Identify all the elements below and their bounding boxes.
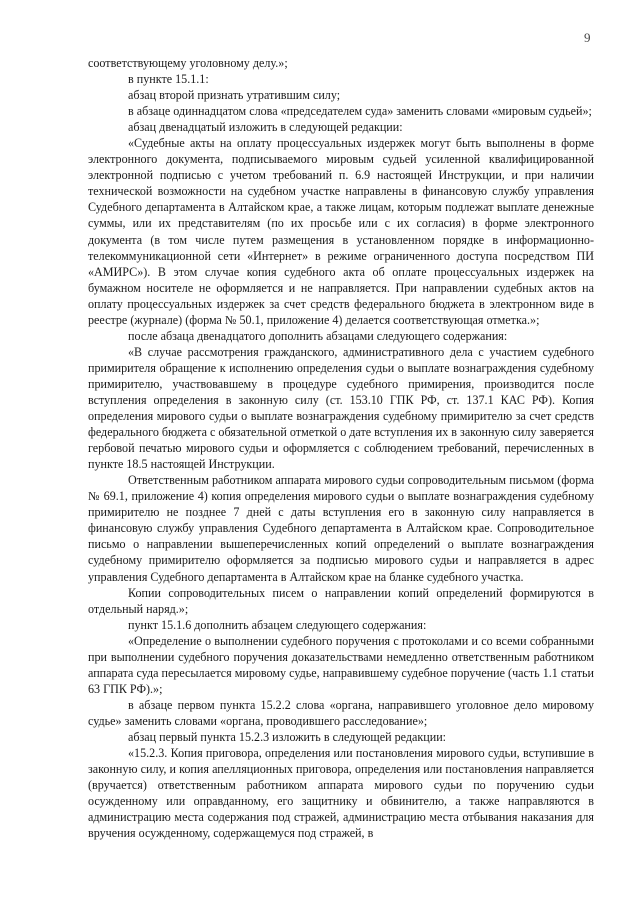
paragraph: Копии сопроводительных писем о направлении копий определений формируются в отдельный наряд.»; — [88, 585, 594, 616]
paragraph: «15.2.3. Копия приговора, определения или постановления мирового судьи, вступившие в законную силу, и копия апелляционных приговора, определения или постановления направляется (вручается) ответственным работником аппарата мирового судьи по поручению судьи осужденному или оправданному, его защитнику и обвинителю, а также направляются в администрацию места содержания под стражей, администрацию места отбывания наказания для вручения осужденному, содержащемуся под стражей, в — [88, 746, 594, 841]
paragraph: соответствующему уголовному делу.»; — [88, 56, 288, 70]
paragraph: в абзаце одиннадцатом слова «председателем суда» заменить словами «мировым судьей»; — [128, 104, 592, 119]
paragraph: абзац второй признать утратившим силу; — [128, 88, 341, 103]
paragraph: после абзаца двенадцатого дополнить абзацами следующего содержания: — [128, 328, 508, 343]
paragraph: «Определение о выполнении судебного поручения с протоколами и со всеми собранными при выполнении судебного поручения доказательствами немедленно ответственным работником аппарата суда пересылается мировому судье, направившему судебное поручение (часть 1.1 статьи 63 ГПК РФ).»; — [88, 633, 594, 696]
document-body — [88, 55, 594, 841]
paragraph: абзац двенадцатый изложить в следующей редакции: — [128, 120, 403, 135]
paragraph: «Судебные акты на оплату процессуальных издержек могут быть выполнены в форме электронного документа, подписываемого мировым судьей усиленной квалифицированной электронной подписью с учетом требований п. 6.9 настоящей Инструкции, и при наличии технической возможности на судебном участке направлены в финансовую службу управления Судебного департамента в Алтайском крае, а также лицам, которым подлежат выплате денежные суммы, или их представителям (по их просьбе или с их согласия) в форме электронного документа (в том числе путем размещения в установленном порядке в информационно-телекоммуникационной сети «Интернет» в режиме ограниченного доступа посредством ПИ «АМИРС»). В этом случае копия судебного акта об оплате процессуальных издержек на бумажном носителе не оформляется и не направляется. При направлении судебных актов на оплату процессуальных издержек за счет средств федерального бюджета в электронном виде в реестре (журнале) (форма № 50.1, приложение 4) делается соответствующая отметка.»; — [88, 136, 594, 327]
paragraph: Ответственным работником аппарата мирового судьи сопроводительным письмом (форма № 69.1, приложение 4) копия определения мирового судьи о выплате вознаграждения судебному примирителю не позднее 7 дней с даты вступления его в законную силу направляется в финансовую службу управления Судебного департамента в Алтайском крае. Сопроводительное письмо о направлении вышеперечисленных копий определений о выплате вознаграждения судебному примирителю оформляется за подписью мирового судьи и направляется в адрес управления Судебного департамента в Алтайском крае на бланке судебного участка. — [88, 473, 594, 584]
paragraph: в пункте 15.1.1: — [128, 72, 209, 87]
paragraph: в абзаце первом пункта 15.2.2 слова «органа, направившего уголовное дело мировому судье» заменить словами «органа, проводившего расследование»; — [88, 697, 594, 728]
paragraph: пункт 15.1.6 дополнить абзацем следующего содержания: — [128, 617, 427, 632]
paragraph: абзац первый пункта 15.2.3 изложить в следующей редакции: — [128, 729, 447, 744]
paragraph: «В случае рассмотрения гражданского, административного дела с участием судебного примирителя обращение к исполнению определения судьи о выплате вознаграждения судебному примирителю, участвовавшему в процедуре судебного примирения, производится после вступления определения в законную силу (ст. 153.10 ГПК РФ, ст. 137.1 КАС РФ). Копия определения мирового судьи о выплате вознаграждения судебному примирителю за счет средств федерального бюджета с обязательной отметкой о дате вступления их в законную силу заверяется гербовой печатью мирового судьи и оформляется с соблюдением требований, перечисленных в пункте 18.5 настоящей Инструкции. — [88, 344, 594, 472]
page-number: 9 — [584, 30, 591, 45]
